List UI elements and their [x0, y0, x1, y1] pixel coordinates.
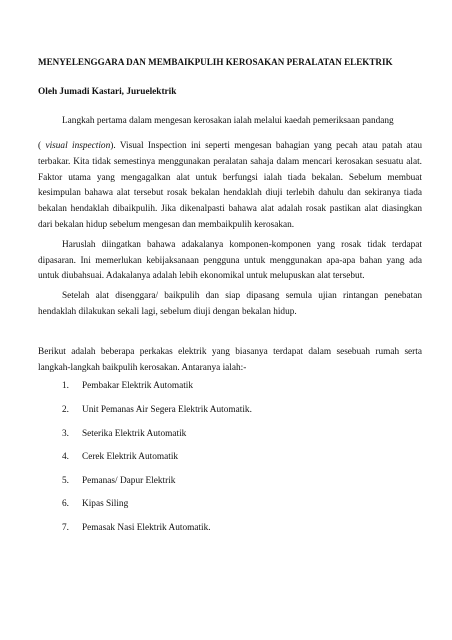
paragraph-4: Berikut adalah beberapa perkakas elektrik yang biasanya terdapat dalam sesebuah rumah serta langkah-langkah baikpulih kerosakan. Antaranya ialah:-: [38, 346, 422, 373]
list-item-label: Cerek Elektrik Automatik: [82, 452, 179, 463]
list-item-number: 3.: [62, 428, 69, 439]
list-item-number: 2.: [62, 404, 69, 415]
paragraph-1-italic-term: visual inspection: [45, 141, 111, 151]
list-item: [38, 475, 422, 499]
appliance-list: [38, 380, 422, 545]
paragraph-1-rest: ). Visual Inspection ini seperti mengesan bahagian yang pecah atau patah atau terbakar. Kita tidak semestinya menggunakan peralatan sahaja dalam mencari kerosakan sesuatu alat. Faktor utama yang mengagalkan alat untuk berfungsi ialah tiada bekalan. Sebelum membuat kesimpulan bahawa alat tersebut rosak bekalan hendaklah diuji terlebih dahulu dan sekiranya tiada bekalan hendaklah dibaikpulih. Jika dikenalpasti bahawa alat adalah rosak pastikan alat diasingkan dari bekalan hidup sebelum mengesan dan membaikpulih kerosakan.: [38, 141, 422, 230]
list-item-label: Seterika Elektrik Automatik: [82, 428, 187, 439]
paragraph-3: Setelah alat disenggara/ baikpulih dan siap dipasang semula ujian rintangan penebatan hendaklah dilakukan sekali lagi, sebelum diuji dengan bekalan hidup.: [38, 291, 422, 317]
list-item-label: Pembakar Elektrik Automatik: [82, 381, 194, 392]
list-item: [38, 428, 422, 452]
list-item-label: Unit Pemanas Air Segera Elektrik Automatik.: [82, 404, 252, 415]
list-item-number: 6.: [62, 499, 69, 510]
list-item: [38, 498, 422, 522]
list-item: [38, 380, 422, 404]
list-item: [38, 404, 422, 428]
list-item: [38, 522, 422, 546]
list-item-label: Pemasak Nasi Elektrik Automatik.: [82, 522, 211, 533]
paragraph-2: Haruslah diingatkan bahawa adakalanya komponen-komponen yang rosak tidak terdapat dipasaran. Ini memerlukan kebijaksanaan pengguna untuk menggunakan apa-apa bahan yang ada untuk diubahsuai. Adakalanya adalah lebih ekonomikal untuk melupuskan alat tersebut.: [38, 239, 422, 282]
list-item-label: Pemanas/ Dapur Elektrik: [82, 475, 176, 486]
list-item: [38, 451, 422, 475]
paragraph-1: [38, 139, 422, 234]
list-item-number: 5.: [62, 475, 69, 486]
list-item-number: 4.: [62, 452, 69, 463]
document-title: MENYELENGGARA DAN MEMBAIKPULIH KEROSAKAN PERALATAN ELEKTRIK: [38, 57, 393, 67]
paragraph-1-open: (: [38, 141, 46, 151]
list-item-number: 1.: [62, 381, 69, 392]
paragraph-1-first-line: Langkah pertama dalam mengesan kerosakan ialah melalui kaedah pemeriksaan pandang: [62, 116, 394, 126]
document-author: Oleh Jumadi Kastari, Juruelektrik: [38, 87, 177, 97]
list-item-label: Kipas Siling: [82, 499, 129, 510]
list-item-number: 7.: [62, 522, 69, 533]
